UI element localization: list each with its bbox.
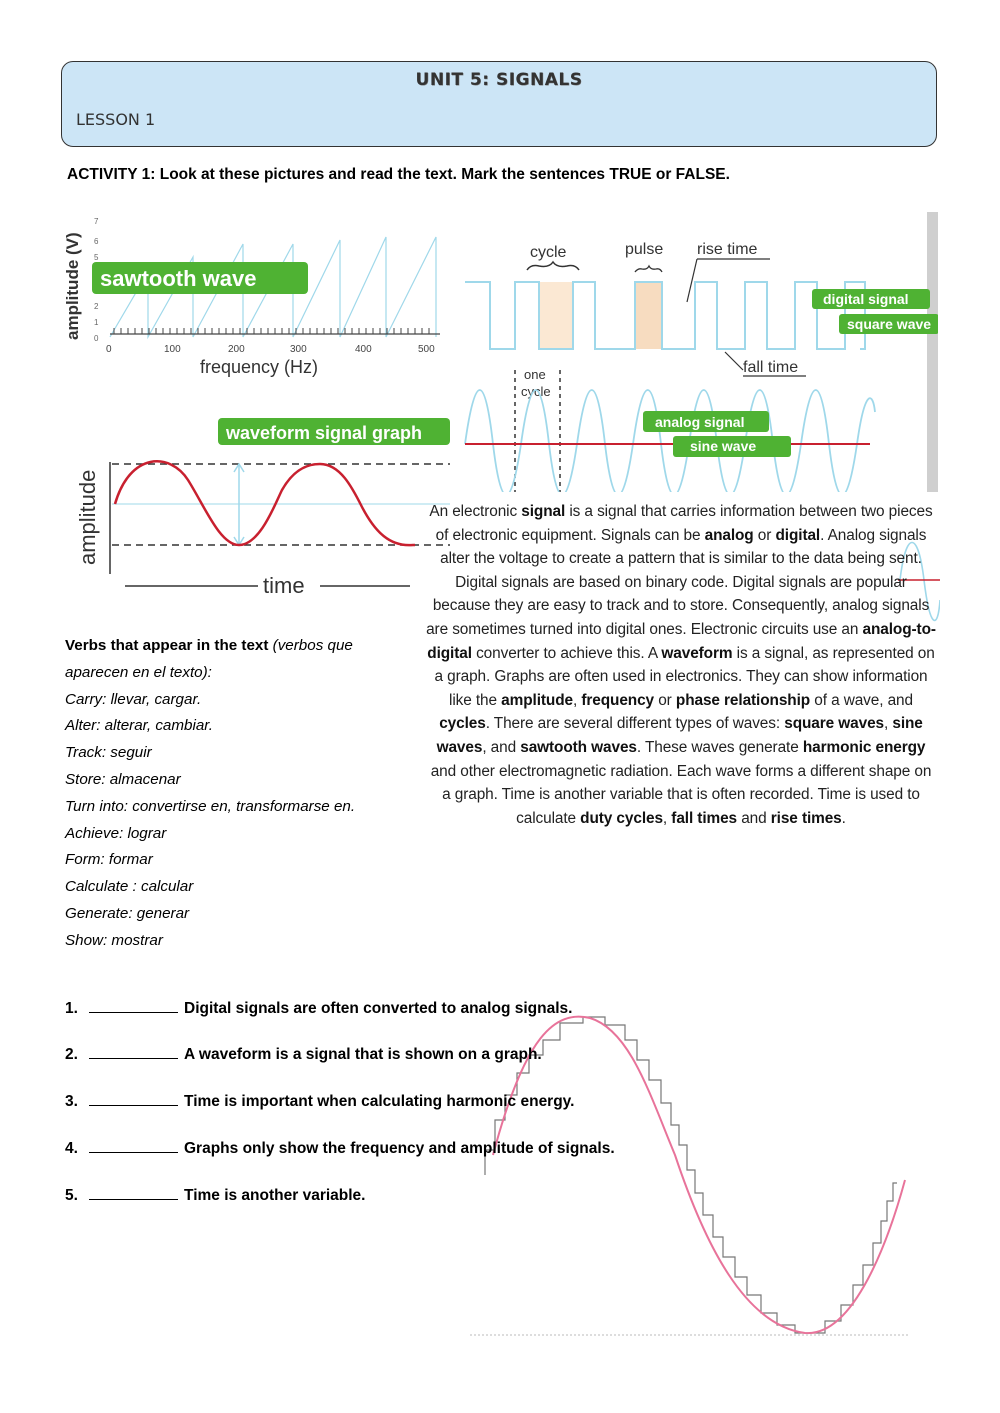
y-tick: 1 [94, 318, 99, 327]
passage-keyword: harmonic energy [802, 738, 926, 756]
passage-text: of a wave, and [814, 691, 913, 709]
vocab-item: Carry: llevar, cargar. [65, 690, 202, 708]
question-number: 2. [65, 1046, 78, 1063]
x-tick: 0 [106, 344, 112, 355]
passage-text: is a signal, as represented on a graph. Graphs are often used in electronics. They can show information like the [434, 644, 935, 709]
passage-text: . There are several different types of waves: [485, 715, 781, 733]
sawtooth-figure [48, 212, 448, 382]
digital-analog-figure [455, 212, 938, 492]
smooth-sine [493, 1017, 905, 1333]
one-cycle-line2: cycle [521, 384, 551, 399]
sine-wave-tag-label: sine wave [690, 438, 757, 454]
passage-keyword: frequency [581, 691, 655, 709]
answer-blank-3[interactable] [89, 1091, 178, 1106]
x-tick: 100 [164, 344, 181, 355]
vocab-item: Store: almacenar [65, 770, 181, 788]
pulse-label: pulse [625, 241, 664, 258]
passage-keyword: cycles [439, 715, 486, 733]
question-text: Digital signals are often converted to analog signals. [184, 1000, 573, 1017]
passage-keyword: digital [775, 526, 821, 544]
passage-text: , and [482, 738, 517, 756]
waveform-sine [115, 461, 415, 545]
cycle-highlight [539, 282, 573, 349]
answer-blank-1[interactable] [89, 998, 178, 1013]
question-number: 1. [65, 1000, 78, 1017]
passage-text: is a signal that carries information between two pieces of electronic equipment. Signals can be [435, 503, 933, 544]
passage-keyword: signal [521, 503, 566, 520]
passage-text: and [741, 809, 767, 827]
square-wave [465, 282, 865, 349]
passage-keyword: amplitude [501, 691, 573, 709]
passage-text: . These waves generate [636, 738, 799, 756]
sawtooth-ylabel: amplitude (V) [63, 232, 82, 340]
passage-keyword: waveform [661, 644, 733, 662]
passage-text: or [658, 691, 672, 709]
vocab-item: Track: seguir [65, 744, 152, 762]
analog-signal-tag-label: analog signal [655, 414, 745, 430]
passage-keyword: sine waves [436, 715, 923, 756]
vocab-item: Generate: generar [65, 904, 190, 922]
question-number: 3. [65, 1093, 78, 1110]
x-tick: 500 [418, 344, 435, 355]
passage-text: , [662, 809, 668, 827]
question-number: 4. [65, 1140, 78, 1157]
vocab-item: Calculate : calcular [65, 878, 194, 896]
answer-blank-5[interactable] [89, 1185, 178, 1200]
passage-keyword: analog [704, 526, 754, 544]
vocabulary-list [65, 633, 415, 955]
digital-signal-tag-label: digital signal [823, 291, 909, 307]
passage-text: , [572, 691, 578, 709]
lesson-label: LESSON 1 [76, 110, 156, 129]
passage-keyword: analog-to-digital [427, 620, 936, 662]
question-1 [65, 998, 572, 1018]
waveform-ylabel: amplitude [75, 469, 100, 565]
reading-passage [425, 500, 937, 830]
stepped-sine-figure [465, 1015, 915, 1345]
square-wave-tag-label: square wave [847, 316, 932, 332]
passage-text: . Analog signals alter the voltage to create a pattern that is similar to the data being sent. Digital signals are based on binary code. Digital signals are popular because they are easy to track and to store. Consequently, analog signals are sometimes turned into digital ones. Electronic circuits use an [426, 526, 930, 638]
y-tick: 2 [94, 302, 99, 311]
waveform-tag-label: waveform signal graph [226, 423, 423, 443]
sawtooth-xticks [106, 344, 435, 355]
vocab-item: Achieve: lograr [65, 824, 167, 842]
question-text: A waveform is a signal that is shown on a graph. [184, 1046, 542, 1063]
passage-keyword: square waves [784, 715, 884, 733]
question-text: Time is important when calculating harmonic energy. [184, 1093, 575, 1110]
header-box [61, 61, 937, 147]
one-cycle-line1: one [524, 367, 546, 382]
vocab-item: Form: formar [65, 851, 153, 869]
y-tick: 5 [94, 253, 99, 262]
x-tick: 400 [355, 344, 372, 355]
question-4 [65, 1138, 615, 1158]
sine-wave-light [465, 390, 875, 492]
question-number: 5. [65, 1187, 78, 1204]
waveform-xlabel: time [263, 573, 305, 598]
passage-text: converter to achieve this. A [476, 644, 658, 662]
stepped-sine [485, 1017, 897, 1333]
sawtooth-tag-label: sawtooth wave [100, 266, 257, 291]
activity-title: ACTIVITY 1: Look at these pictures and read the text. Mark the sentences TRUE or FALSE. [67, 166, 730, 183]
question-5 [65, 1185, 365, 1205]
answer-blank-2[interactable] [89, 1044, 178, 1059]
sawtooth-xlabel: frequency (Hz) [200, 357, 319, 377]
answer-blank-4[interactable] [89, 1138, 178, 1153]
vocab-item: Turn into: convertirse en, transformarse en. [65, 797, 356, 815]
x-tick: 200 [228, 344, 245, 355]
question-text: Graphs only show the frequency and amplitude of signals. [184, 1140, 615, 1157]
question-2 [65, 1044, 542, 1064]
passage-text: . [841, 809, 846, 827]
passage-keyword: phase relationship [675, 691, 811, 709]
y-tick: 7 [94, 217, 99, 226]
question-text: Time is another variable. [184, 1187, 366, 1204]
passage-text: , [884, 715, 889, 733]
passage-text: and other electromagnetic radiation. Each wave forms a different shape on a graph. Time is another variable that is often recorded. Time is used to calculate [430, 762, 932, 827]
rise-time-label: rise time [697, 241, 758, 258]
fall-time-label: fall time [743, 359, 799, 376]
passage-keyword: rise times [770, 809, 842, 827]
sawtooth-minor-ticks [114, 328, 429, 334]
pulse-highlight [635, 282, 662, 349]
vocab-heading-note: (verbos que aparecen en el texto): [65, 637, 353, 681]
y-tick: 0 [94, 334, 99, 343]
passage-keyword: sawtooth waves [520, 738, 637, 756]
passage-keyword: fall times [671, 809, 738, 827]
vocab-heading: Verbs that appear in the text [65, 637, 269, 654]
passage-text: An electronic [429, 503, 518, 520]
vocab-item: Show: mostrar [65, 931, 163, 949]
cycle-label: cycle [530, 244, 567, 261]
vocab-heading-block [65, 633, 415, 687]
waveform-figure [70, 412, 455, 607]
vocab-item: Alter: alterar, cambiar. [65, 717, 213, 735]
passage-keyword: duty cycles [580, 809, 663, 827]
passage-text: or [757, 526, 772, 544]
unit-title: UNIT 5: SIGNALS [415, 70, 583, 90]
question-3 [65, 1091, 574, 1111]
x-tick: 300 [290, 344, 307, 355]
y-tick: 6 [94, 237, 99, 246]
